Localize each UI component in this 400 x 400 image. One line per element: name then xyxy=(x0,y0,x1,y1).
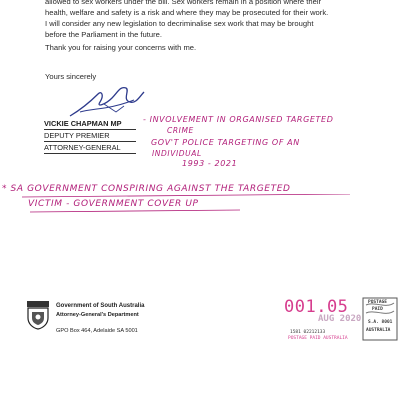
letter-line-2: health, welfare and safety is a risk and where they may be prosecuted for their work. xyxy=(45,8,329,17)
annotation-line-3: GOV'T POLICE TARGETING OF AN xyxy=(151,138,300,147)
annotation-bottom-line-1: * SA GOVERNMENT CONSPIRING AGAINST THE TARGETED xyxy=(2,184,291,194)
postage-date: AUG 2020 xyxy=(318,314,362,324)
signatory-underline-2 xyxy=(44,141,136,142)
signatory-underline-3 xyxy=(44,153,136,154)
annotation-line-5: 1993 - 2021 xyxy=(182,159,238,168)
postage-state: S.A. 8001 xyxy=(368,320,393,325)
signatory-title-2: ATTORNEY-GENERAL xyxy=(44,143,121,152)
letter-closing: Yours sincerely xyxy=(45,72,97,81)
postage-code: 1581 02212133 xyxy=(290,330,326,335)
postage-amount: 001.05 xyxy=(284,297,349,317)
letter-line-1: allowed to sex workers under the bill. Sex workers remain in a position where their xyxy=(45,0,322,6)
signatory-name: VICKIE CHAPMAN MP xyxy=(44,119,122,128)
sa-government-crest-icon xyxy=(26,300,50,330)
postage-country: AUSTRALIA xyxy=(366,328,391,333)
footer-org: Government of South Australia xyxy=(56,303,145,309)
postage-paid-short: PAID xyxy=(372,307,383,312)
footer-dept: Attorney-General's Department xyxy=(56,312,139,318)
handwritten-signature xyxy=(60,82,150,122)
signatory-underline-1 xyxy=(44,129,136,130)
footer-address: GPO Box 464, Adelaide SA 5001 xyxy=(56,328,138,334)
letter-thanks: Thank you for raising your concerns with me. xyxy=(45,43,197,52)
postage-paid-label: POSTAGE PAID AUSTRALIA xyxy=(288,336,348,341)
annotation-underlines xyxy=(0,194,360,214)
annotation-line-4: INDIVIDUAL xyxy=(152,149,202,158)
postage-meter xyxy=(282,297,398,343)
annotation-line-2: CRIME xyxy=(167,126,194,135)
letter-line-3: I will consider any new legislation to decriminalise sex work that may be brought xyxy=(45,19,314,28)
letter-line-4: before the Parliament in the future. xyxy=(45,30,162,39)
annotation-line-1: - INVOLVEMENT IN ORGANISED TARGETED xyxy=(143,115,334,124)
signatory-title-1: DEPUTY PREMIER xyxy=(44,131,110,140)
annotation-bottom-line-2: VICTIM - GOVERNMENT COVER UP xyxy=(28,199,199,209)
postage-label: POSTAGE xyxy=(368,300,387,305)
